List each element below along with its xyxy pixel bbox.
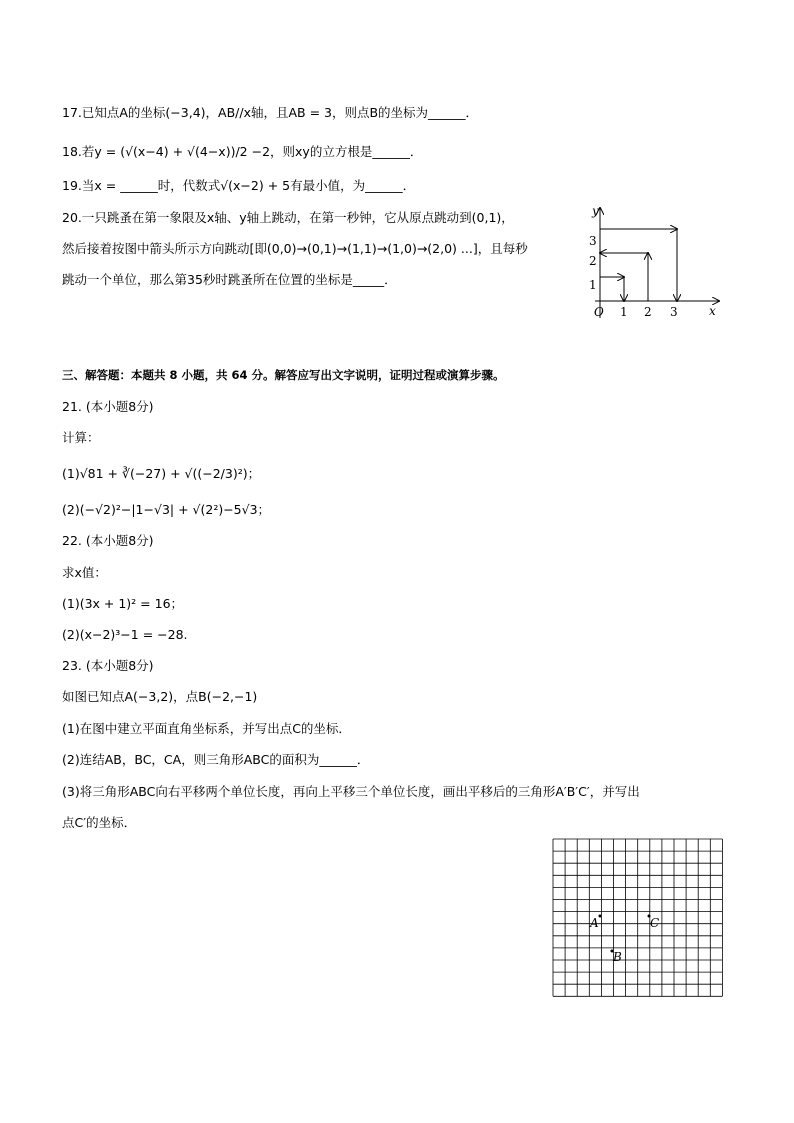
problem-20-line1: 20.一只跳蚤在第一象限及x轴、y轴上跳动，在第一秒钟，它从原点跳动到(0,1)， bbox=[62, 210, 514, 225]
q21-instruction: 计算： bbox=[62, 430, 100, 445]
q23-part2: (2)连结AB，BC，CA，则三角形ABC的面积为______． bbox=[62, 752, 370, 767]
q22-part1: (1)(3x + 1)² = 16； bbox=[62, 596, 184, 611]
q22-instruction: 求x值： bbox=[62, 565, 107, 580]
q22-part2: (2)(x−2)³−1 = −28. bbox=[62, 627, 188, 642]
problem-18: 18.若y = (√(x−4) + √(4−x))/2 −2，则xy的立方根是______． bbox=[62, 144, 423, 159]
y-tick-1: 1 bbox=[589, 278, 597, 292]
flea-jump-figure bbox=[585, 200, 725, 325]
q21-part1: (1)√81 + ∛(−27) + √((−2/3)²)； bbox=[62, 466, 261, 481]
grid-lines bbox=[553, 839, 722, 996]
x-tick-3: 3 bbox=[670, 305, 678, 319]
section-3-title: 三、解答题：本题共 8 小题，共 64 分。解答应写出文字说明，证明过程或演算步骤。 bbox=[62, 368, 505, 382]
coordinate-grid-figure bbox=[552, 838, 724, 998]
q21-part2: (2)(−√2)²−|1−√3| + √(2²)−5√3； bbox=[62, 502, 271, 517]
problem-20-line3: 跳动一个单位，那么第35秒时跳蚤所在位置的坐标是_____． bbox=[62, 272, 397, 287]
point-b-label: B bbox=[613, 950, 622, 964]
problem-20-line2: 然后接着按图中箭头所示方向跳动[即(0,0)→(0,1)→(1,1)→(1,0)→(2,0) ...]，且每秒 bbox=[62, 241, 528, 256]
point-c-label: C bbox=[650, 916, 660, 930]
point-a-label: A bbox=[590, 916, 599, 930]
problem-17: 17.已知点A的坐标(−3,4)，AB//x轴，且AB = 3，则点B的坐标为______． bbox=[62, 105, 479, 120]
x-tick-1: 1 bbox=[620, 305, 628, 319]
y-tick-3: 3 bbox=[589, 234, 597, 248]
x-axis-label: x bbox=[709, 304, 716, 318]
point-a-dot bbox=[599, 915, 602, 918]
q23-part1: (1)在图中建立平面直角坐标系，并写出点C的坐标． bbox=[62, 721, 351, 736]
problem-19: 19.当x = ______时，代数式√(x−2) + 5有最小值，为______． bbox=[62, 178, 416, 193]
q23-part3-line1: (3)将三角形ABC向右平移两个单位长度，再向上平移三个单位长度，画出平移后的三角形A′B′C′，并写出 bbox=[62, 784, 640, 799]
q23-part3-line2: 点C′的坐标． bbox=[62, 815, 137, 830]
origin-label: O bbox=[594, 305, 604, 319]
q22-header: 22. (本小题8分) bbox=[62, 533, 154, 548]
q23-header: 23. (本小题8分) bbox=[62, 658, 154, 673]
y-axis-label: y bbox=[592, 204, 599, 218]
q21-header: 21. (本小题8分) bbox=[62, 399, 154, 414]
y-tick-2: 2 bbox=[589, 254, 597, 268]
q23-intro: 如图已知点A(−3,2)，点B(−2,−1) bbox=[62, 689, 258, 704]
x-tick-2: 2 bbox=[644, 305, 652, 319]
